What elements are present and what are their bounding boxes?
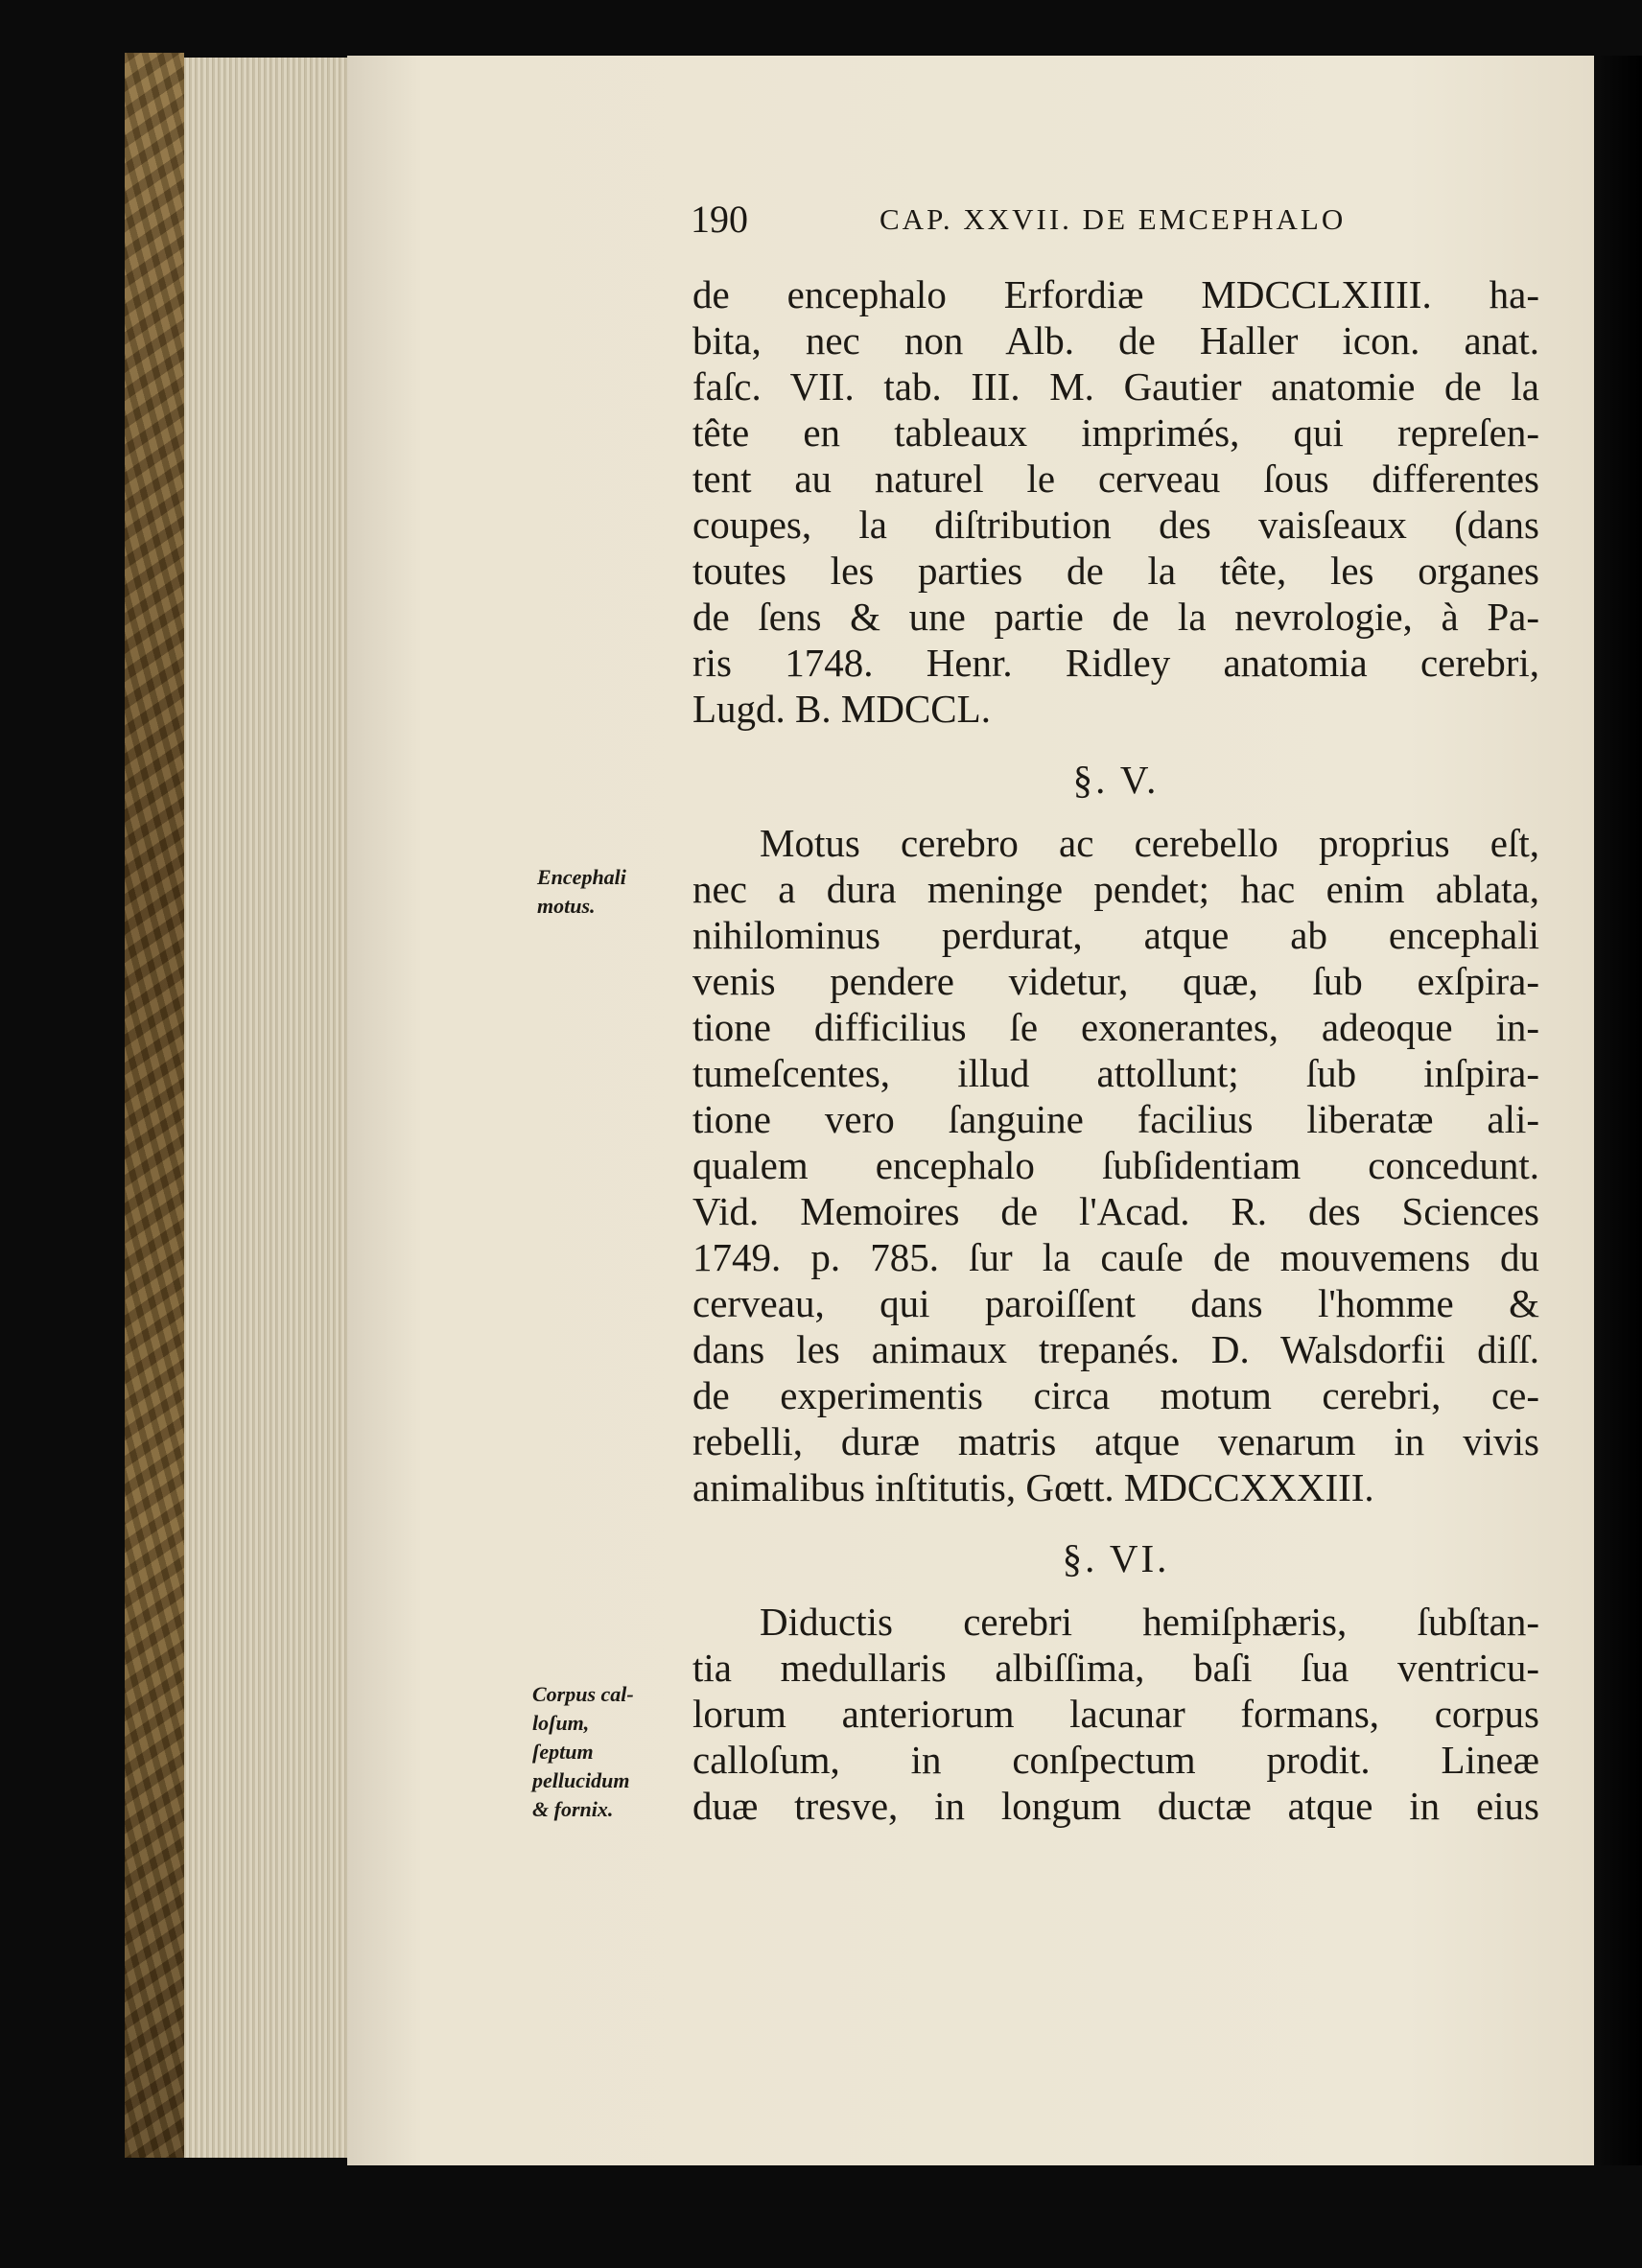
section-heading-vi: §. VI. — [1062, 1536, 1170, 1580]
text-line: cerveau, qui paroiſſent dans l'homme & — [692, 1281, 1539, 1325]
marginal-note-line: Corpus cal- — [532, 1682, 634, 1706]
text-line: coupes, la diſtribution des vaisſeaux (dans — [692, 503, 1539, 547]
text-line: qualem encephalo ſubſidentiam concedunt. — [692, 1143, 1539, 1187]
page-body — [692, 271, 1539, 1829]
text-line: tent au naturel le cerveau ſous differentes — [692, 456, 1539, 501]
text-line: tumeſcentes, illud attollunt; ſub inſpira- — [692, 1051, 1539, 1095]
marginal-note-line: & fornix. — [532, 1797, 614, 1821]
section-vi-text — [692, 1599, 1539, 1829]
marginal-note-line: Encephali — [537, 865, 626, 889]
text-line: calloſum, in conſpectum prodit. Lineæ — [692, 1738, 1539, 1782]
page-header — [347, 197, 1536, 245]
text-line: tête en tableaux imprimés, qui repreſen- — [692, 410, 1539, 455]
text-line: bita, nec non Alb. de Haller icon. anat. — [692, 318, 1539, 362]
text-line: de ſens & une partie de la nevrologie, à Pa- — [692, 595, 1539, 639]
text-line: nihilominus perdurat, atque ab encephali — [692, 913, 1539, 957]
text-line: animalibus inſtitutis, Gœtt. MDCCXXXIII. — [692, 1465, 1374, 1509]
text-line: dans les animaux trepanés. D. Walsdorfii diſſ. — [692, 1327, 1539, 1371]
section-v-text — [692, 820, 1539, 1510]
text-line: Lugd. B. MDCCL. — [692, 687, 991, 731]
text-line: duæ tresve, in longum ductæ atque in eius — [692, 1784, 1539, 1828]
marginal-note-encephali-motus — [537, 863, 626, 921]
text-line: de experimentis circa motum cerebri, ce- — [692, 1373, 1539, 1417]
marginal-note-corpus-callosum — [532, 1680, 634, 1824]
text-line: tione vero ſanguine facilius liberatæ ali- — [692, 1097, 1539, 1141]
marginal-note-line: ſeptum — [532, 1740, 594, 1764]
section-heading-v: §. V. — [1072, 758, 1160, 802]
text-line: faſc. VII. tab. III. M. Gautier anatomie de la — [692, 364, 1539, 409]
marbled-book-cover — [125, 53, 184, 2158]
facing-page-shadow — [1594, 56, 1642, 2165]
marginal-note-line: motus. — [537, 894, 596, 918]
text-line: de encephalo Erfordiæ MDCCLXIIII. ha- — [692, 272, 1539, 316]
text-line: Diductis cerebri hemiſphæris, ſubſtan- — [760, 1600, 1539, 1644]
running-head: CAP. XXVII. DE EMCEPHALO — [880, 202, 1347, 236]
text-line: 1749. p. 785. ſur la cauſe de mouvemens du — [692, 1235, 1539, 1279]
text-line: rebelli, duræ matris atque venarum in vivis — [692, 1419, 1539, 1463]
marginal-note-line: loſum, — [532, 1711, 590, 1735]
page-number: 190 — [691, 198, 748, 241]
text-line: nec a dura meninge pendet; hac enim ablata, — [692, 867, 1539, 911]
text-line: lorum anteriorum lacunar formans, corpus — [692, 1692, 1539, 1736]
text-line: ris 1748. Henr. Ridley anatomia cerebri, — [692, 641, 1539, 685]
paragraph-continued — [692, 271, 1539, 732]
text-line: toutes les parties de la tête, les organes — [692, 549, 1539, 593]
text-line: tione difficilius ſe exonerantes, adeoque in- — [692, 1005, 1539, 1049]
text-line: venis pendere videtur, quæ, ſub exſpira- — [692, 959, 1539, 1003]
page-edges — [184, 58, 347, 2158]
marginal-note-line: pellucidum — [532, 1768, 630, 1792]
text-line: Motus cerebro ac cerebello proprius eſt, — [760, 821, 1539, 865]
text-line: tia medullaris albiſſima, baſi ſua ventricu- — [692, 1646, 1539, 1690]
text-line: Vid. Memoires de l'Acad. R. des Sciences — [692, 1189, 1539, 1233]
